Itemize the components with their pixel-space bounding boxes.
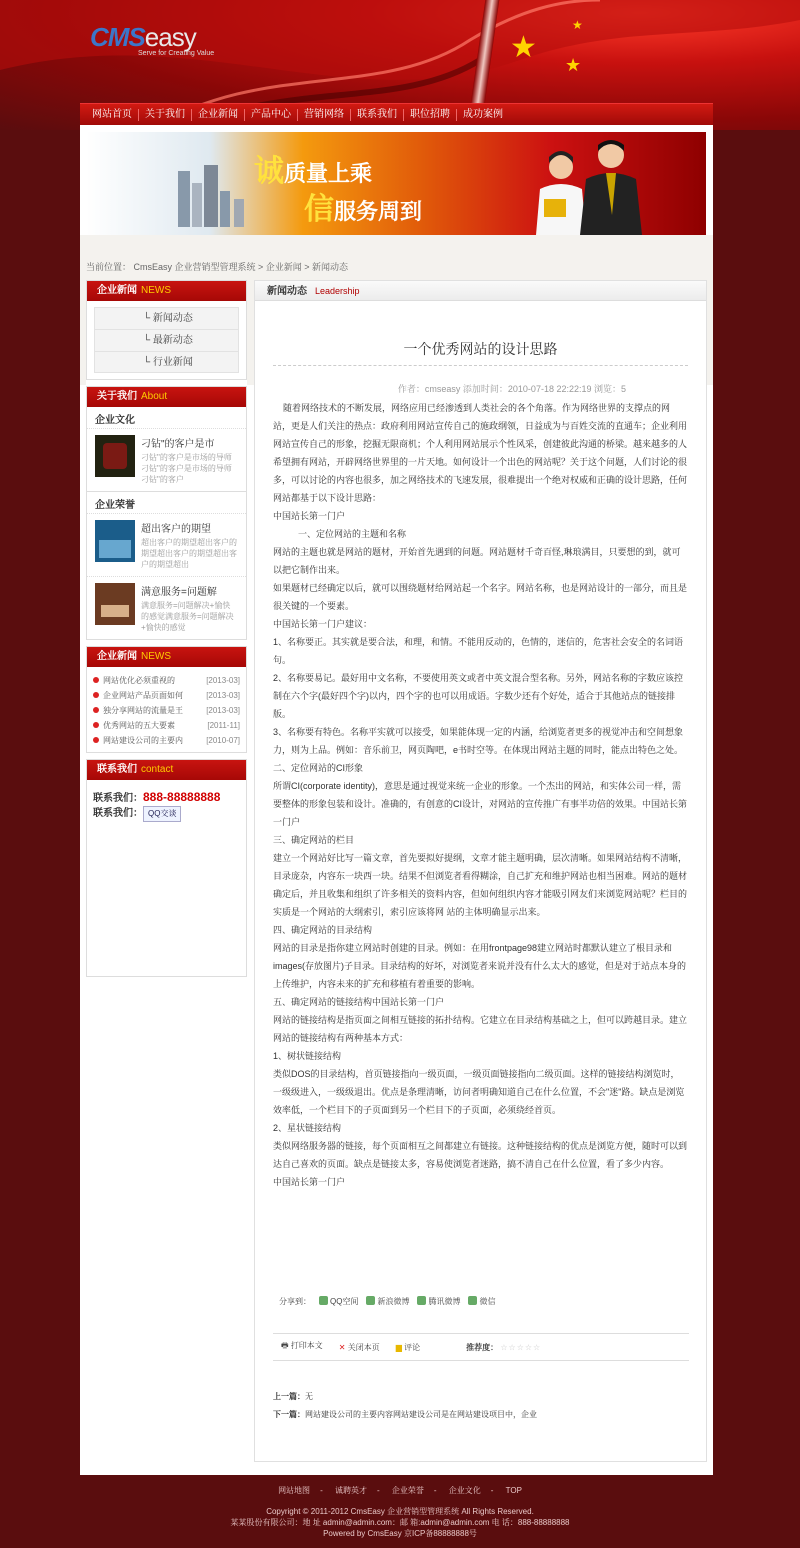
copyright: Copyright © 2011-2012 CmsEasy 企业营销型管理系统 All Rights Reserved.: [266, 1507, 534, 1516]
nav-item[interactable]: 企业新闻: [192, 109, 245, 121]
honor-thumbnail: [95, 583, 135, 625]
article-meta: 作者：cmseasy 添加时间：2010-07-18 22:22:19 浏览：5: [397, 384, 626, 394]
share-tencent-button[interactable]: 腾讯微博: [417, 1296, 460, 1307]
nav-item[interactable]: 成功案例: [463, 108, 503, 120]
print-button[interactable]: 🖶 打印本文: [281, 1341, 323, 1350]
article-paragraph: 类似网络服务器的链接，每个页面相互之间都建立有链接。这种链接结构的优点是浏览方便，随时可以到达自己喜欢的页面。缺点是链接太多，容易使浏览者迷路，搞不清自己在什么位置，看了多少内容。: [273, 1141, 688, 1169]
article-paragraph: 3、名称要有特色。名称平实就可以接受，如果能体现一定的内涵，给浏览者更多的视觉冲击和空间想象力，则为上品。例如：音乐前卫，网页陶吧，e书时空等。在体现出网站主题的同时，能点出特色之处。: [273, 727, 684, 755]
footer: [0, 1485, 800, 1539]
article-paragraph: 2、星状链接结构: [273, 1123, 342, 1133]
site-logo[interactable]: CMSeasy: [90, 22, 196, 52]
sidebar-about-header: 关于我们 About: [87, 387, 246, 407]
building-image: [220, 191, 230, 227]
subnav-item-news[interactable]: └ 新闻动态: [94, 307, 239, 329]
footer-link[interactable]: 企业荣誉: [391, 1486, 424, 1495]
nav-item[interactable]: 职位招聘: [404, 109, 457, 121]
list-item[interactable]: [87, 513, 246, 576]
share-wechat-button[interactable]: 微信: [468, 1296, 495, 1307]
nav-item[interactable]: 关于我们: [139, 109, 192, 121]
list-item[interactable]: 独分享网站的流量是王 [2013-03]: [93, 703, 240, 718]
article-paragraph: 1、树状链接结构: [273, 1051, 342, 1061]
case-desc: 满意服务=问题解决+愉快的感觉满意服务=问题解决+愉快的感觉: [141, 601, 234, 632]
list-item[interactable]: 网站优化必须重视的 [2013-03]: [93, 673, 240, 688]
honor-thumbnail: [95, 520, 135, 562]
sidebar-news2-header: 企业新闻 NEWS: [87, 647, 246, 667]
article-paragraph: 三、确定网站的栏目: [273, 835, 355, 845]
powered-by: Powered by CmsEasy 京ICP备88888888号: [323, 1529, 477, 1538]
sidebar-contact-header: 联系我们 contact: [87, 760, 246, 780]
article-paragraph: 中国站长第一门户: [273, 511, 346, 521]
sidebar-news-header: 企业新闻 NEWS: [87, 281, 246, 301]
sidebar-news2-box: [86, 646, 247, 753]
article-paragraph: 中国站长第一门户: [273, 1177, 346, 1187]
case-title[interactable]: 刁钻"的客户是市: [141, 439, 215, 450]
rating: 推荐度： ☆☆☆☆☆: [466, 1342, 542, 1352]
article-paragraph: 网站的主题也就是网站的题材，开始首先遇到的问题。网站题材千奇百怪,琳琅满目，只要想的到，就可以把它制作出来。: [273, 547, 681, 575]
nav-item[interactable]: 网站首页: [86, 109, 139, 121]
prev-link[interactable]: 无: [305, 1392, 313, 1401]
sidebar-contact-box: [86, 759, 247, 977]
case-desc: 刁钻"的客户是市场的导师刁钻"的客户是市场的导师刁钻"的客户: [141, 453, 232, 484]
bullet-icon: [93, 707, 99, 713]
building-image: [234, 199, 244, 227]
case-title[interactable]: 满意服务=问题解: [141, 587, 217, 598]
share-bar: [279, 1296, 495, 1307]
bullet-icon: [93, 692, 99, 698]
honor-title: 企业荣誉: [87, 491, 246, 513]
share-label: 分享到：: [279, 1297, 311, 1306]
culture-thumbnail: [95, 435, 135, 477]
article-paragraph: 一、定位网站的主题和名称: [273, 529, 407, 539]
list-item[interactable]: 企业网站产品页面如何 [2013-03]: [93, 688, 240, 703]
logo-tagline: Serve for Creating Value: [138, 50, 215, 57]
article-tools: [273, 1333, 689, 1361]
flag-star-icon: ★: [572, 18, 583, 32]
building-image: [178, 171, 190, 227]
article-paragraph: 五、确定网站的链接结构中国站长第一门户: [273, 997, 445, 1007]
hero-banner: [86, 132, 706, 235]
close-button[interactable]: ✕ 关闭本页: [338, 1342, 380, 1352]
next-link[interactable]: 网站建设公司的主要内容网站建设公司是在网站建设项目中，企业: [305, 1410, 537, 1419]
sidebar: [86, 280, 247, 986]
nav-item[interactable]: 营销网络: [298, 109, 351, 121]
article-title: 一个优秀网站的设计思路: [273, 339, 688, 366]
article-paragraph: 随着网络技术的不断发展，网络应用已经渗透到人类社会的各个角落。作为网络世界的支撑点的网站，更是人们关注的热点：政府利用网站宣传自己的施政纲领，日益成为与百姓交流的直通车；企业利用网站宣传自己的形象，挖掘无限商机；个人利用网站展示个性风采，创建彼此沟通的桥梁。越来越多的人希望拥有网站，开辟网络世界里的一片天地。如何设计一个出色的网站呢？关于这个问题，人们讨论的很多，可以讨论的内容也很多，加之网络技术的飞速发展，很难提出一个绝对权威和正确的设计思路，任何网站都基于以下设计思路：: [273, 403, 688, 503]
article-panel: [254, 280, 707, 1462]
list-item[interactable]: [87, 576, 246, 639]
staff-man-image: [576, 135, 646, 235]
culture-title: 企业文化: [95, 415, 135, 426]
contact-info: 联系我们：888-88888888 联系我们： QQ交谈: [87, 780, 246, 828]
list-item[interactable]: 网站建设公司的主要内 [2010-07]: [93, 733, 240, 748]
rating-stars-icon[interactable]: ☆☆☆☆☆: [500, 1342, 542, 1352]
building-image: [192, 183, 202, 227]
prev-article: 上一篇：无: [273, 1392, 313, 1401]
category-subnav: [87, 301, 246, 379]
footer-link[interactable]: 网站地图: [278, 1486, 311, 1495]
next-article: 下一篇：网站建设公司的主要内容网站建设公司是在网站建设项目中，企业: [273, 1410, 537, 1419]
article-paragraph: 网站的链接结构是指页面之间相互链接的拓扑结构。它建立在目录结构基础之上，但可以跨越目录。建立网站的链接结构有两种基本方式：: [273, 1015, 688, 1043]
article-paragraph: 如果题材已经确定以后，就可以围绕题材给网站起一个名字。网站名称，也是网站设计的一部分，而且是很关键的一个要素。: [273, 583, 688, 611]
article-paragraph: 二、定位网站的CI形象: [273, 763, 364, 773]
breadcrumb: 当前位置： CmsEasy 企业营销型管理系统 > 企业新闻 > 新闻动态: [86, 262, 349, 272]
footer-link[interactable]: TOP: [505, 1486, 522, 1495]
sidebar-about-box: [86, 386, 247, 640]
company-info: 某某股份有限公司：地 址 admin@admin.com：邮 箱:admin@admin.com 电 话：888-88888888: [230, 1518, 570, 1527]
article-paragraph: 建立一个网站好比写一篇文章，首先要拟好提纲，文章才能主题明确，层次清晰。如果网站结构不清晰，目录庞杂，内容东一块西一块。结果不但浏览者看得糊涂，自己扩充和维护网站也相当困难。网站的题材确定后，并且收集和组织了许多相关的资料内容，但如何组织内容才能吸引网友们来浏览网站呢？栏目的实质是一个网站的大纲索引，索引应该将网 站的主体明确显示出来。: [273, 853, 688, 917]
case-desc: 超出客户的期望超出客户的期望超出客户的期望超出客户的期望超出: [141, 538, 237, 569]
subnav-item-latest[interactable]: └ 最新动态: [94, 329, 239, 351]
list-item[interactable]: 优秀网站的五大要素 [2011-11]: [93, 718, 240, 733]
list-item[interactable]: [87, 428, 246, 491]
sidebar-news-box: [86, 280, 247, 380]
phone-number: 888-88888888: [143, 790, 221, 804]
share-weibo-button[interactable]: 新浪微博: [366, 1296, 409, 1307]
bullet-icon: [93, 677, 99, 683]
article-paragraph: 2、名称要易记。最好用中文名称，不要使用英文或者中英文混合型名称。另外，网站名称的字数应该控制在六个字(最好四个字)以内，四个字的也可以用成语。字数少还有个好处，适合于其他站点的链接排版。: [273, 673, 684, 719]
article-tab: 新闻动态 Leadership: [255, 281, 706, 301]
flag-star-icon: ★: [565, 55, 582, 75]
page-container: [80, 103, 713, 1475]
article-paragraph: 中国站长第一门户建议：: [273, 619, 373, 629]
news-list: [87, 667, 246, 752]
flag-star-icon: ★: [510, 31, 537, 64]
qq-chat-button[interactable]: QQ交谈: [143, 806, 181, 822]
footer-link[interactable]: 企业文化: [448, 1486, 481, 1495]
comment-button[interactable]: ▆ 评论: [395, 1342, 421, 1352]
banner-text-1: 诚质量上乘: [254, 155, 373, 188]
case-title[interactable]: 超出客户的期望: [141, 524, 211, 535]
article-paragraph: 四、确定网站的目录结构: [273, 925, 373, 935]
article-body: [273, 399, 688, 1191]
bullet-icon: [93, 722, 99, 728]
banner-text-2: 信服务周到: [304, 193, 423, 226]
article-paragraph: 网站的目录是指你建立网站时创建的目录。例如：在用frontpage98建立网站时都默认建立了根目录和images(存放图片)子目录。目录结构的好坏，对浏览者来说并没有什么太大的感觉，但是对于站点本身的上传维护，内容未来的扩充和移植有着重要的影响。: [273, 943, 687, 989]
article-paragraph: 所谓CI(corporate identity)，意思是通过视觉来统一企业的形象。一个杰出的网站，和实体公司一样，需要整体的形象包装和设计。准确的，有创意的CI设计，对网站的宣传推广有事半功倍的效果。中国站长第一门户: [273, 781, 688, 827]
nav-item[interactable]: 联系我们: [351, 109, 404, 121]
article-paragraph: 类似DOS的目录结构，首页链接指向一级页面，一级页面链接指向二级页面。这样的链接结构浏览时，一级级进入，一级级退出。优点是条理清晰，访问者明确知道自己在什么位置，不会"迷"路。缺点是浏览效率低，一个栏目下的子页面到另一个栏目下的子页面，必须绕经首页。: [273, 1069, 685, 1115]
bullet-icon: [93, 737, 99, 743]
share-qzone-button[interactable]: QQ空间: [319, 1296, 358, 1307]
footer-link[interactable]: 诚聘英才: [334, 1486, 367, 1495]
footer-links: 网站地图 - 诚聘英才 - 企业荣誉 - 企业文化 - TOP: [278, 1486, 522, 1495]
building-image: [204, 165, 218, 227]
subnav-item-industry[interactable]: └ 行业新闻: [94, 351, 239, 373]
main-nav: [80, 103, 713, 125]
article-paragraph: 1、名称要正。其实就是要合法，和理，和情。不能用反动的，色情的，迷信的，危害社会安全的名词语句。: [273, 637, 684, 665]
nav-item[interactable]: 产品中心: [245, 109, 298, 121]
